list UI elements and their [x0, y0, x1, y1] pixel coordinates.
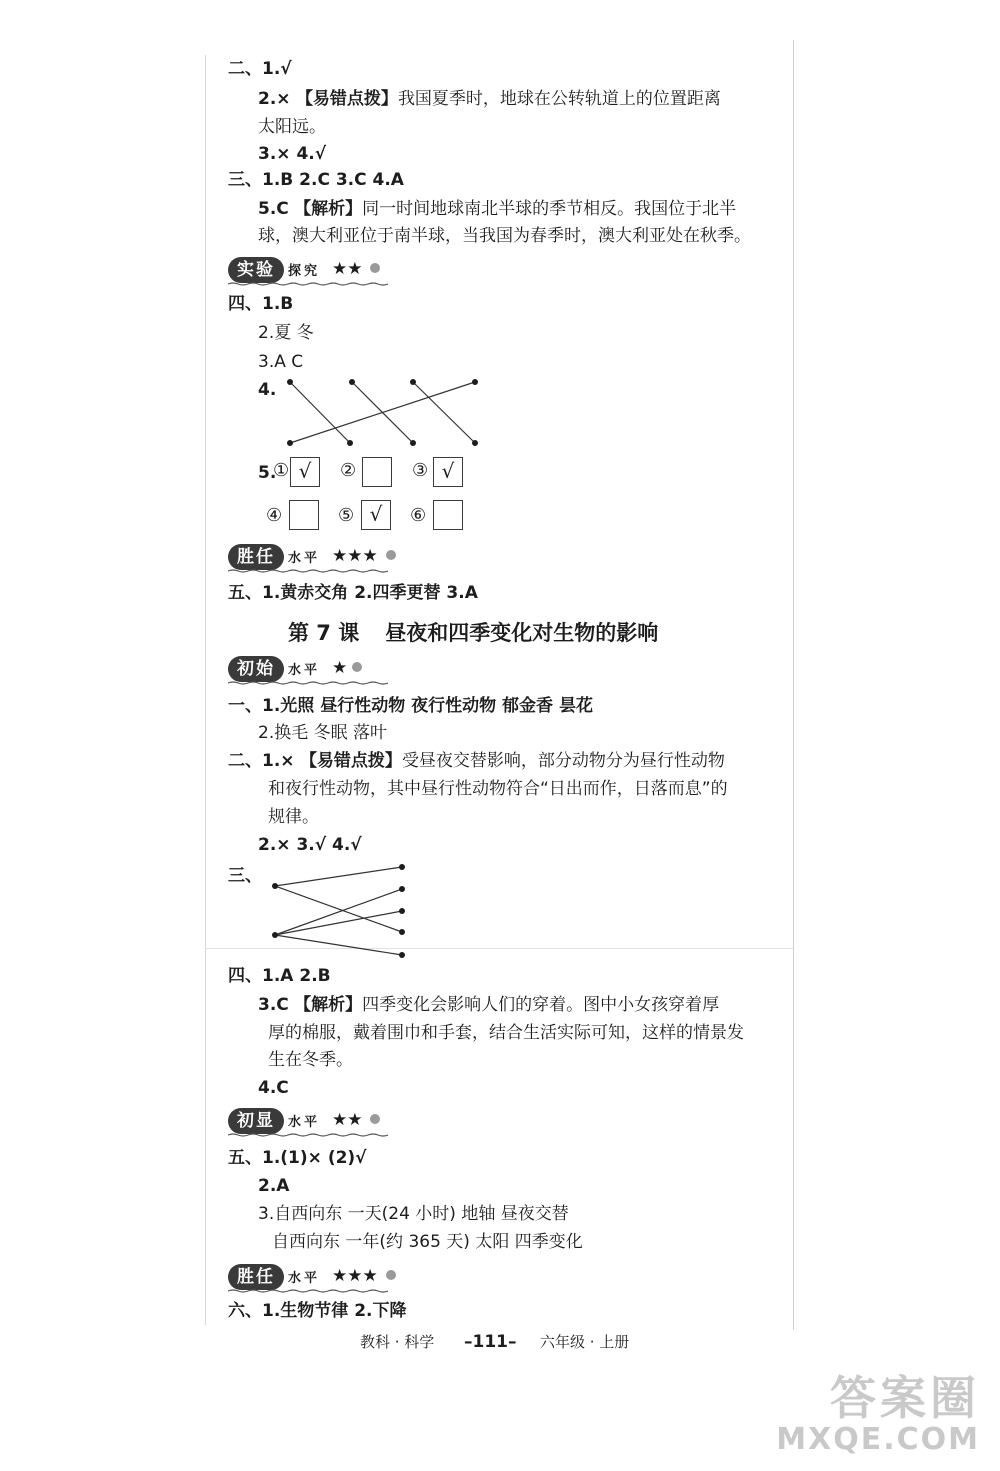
star-rating: ★★★: [332, 546, 378, 566]
badge-subtitle: 水平: [288, 1115, 321, 1130]
analysis-tag: 【解析】: [294, 199, 363, 219]
badge-underline-icon: [228, 1133, 388, 1137]
matching-lines-diagram: [280, 375, 480, 450]
match-point: [472, 440, 478, 446]
match-points: [272, 864, 405, 958]
match-point: [399, 886, 405, 892]
star-rating: ★★: [332, 259, 363, 279]
answer-line: [258, 993, 719, 1017]
answer-line: 五、1.(1)× (2)√: [228, 1148, 367, 1168]
match-line: [275, 889, 402, 935]
check-box: [289, 500, 319, 530]
answer-line: [258, 197, 736, 221]
answer-num: 2.×: [258, 89, 291, 109]
answer-line: 3.A C: [258, 352, 304, 372]
level-badge-emerging: [228, 1108, 398, 1136]
lesson-title: [288, 618, 658, 648]
answer-line: 生在冬季。: [268, 1050, 353, 1070]
badge-subtitle: 水平: [288, 1271, 321, 1286]
match-line: [413, 382, 475, 443]
watermark-url: MXQE.COM: [776, 1422, 980, 1457]
tip-text: 受昼夜交替影响，部分动物分为昼行性动物: [401, 751, 725, 771]
lesson-name: 昼夜和四季变化对生物的影响: [385, 621, 659, 645]
answer-line: 五、1.黄赤交角 2.四季更替 3.A: [228, 583, 478, 603]
answer-num: 3.C: [258, 995, 289, 1015]
match-point: [347, 440, 353, 446]
answer-line: 太阳远。: [258, 117, 326, 137]
match-line: [275, 935, 402, 955]
badge-subtitle: 水平: [288, 551, 321, 566]
check-box: [433, 500, 463, 530]
badge-underline-icon: [228, 1289, 388, 1293]
match-line: [275, 867, 402, 886]
tip-text: 我国夏季时，地球在公转轨道上的位置距离: [397, 89, 721, 109]
answer-line: 3.自西向东 一天(24 小时) 地轴 昼夜交替: [258, 1204, 569, 1224]
left-margin-line: [205, 55, 206, 1325]
circle-number: ⑥: [410, 505, 427, 526]
analysis-text: 同一时间地球南北半球的季节相反。我国位于北半: [362, 199, 737, 219]
answer-line: 自西向东 一年(约 365 天) 太阳 四季变化: [272, 1232, 583, 1252]
answer-line: 2.A: [258, 1176, 290, 1196]
circle-number: ②: [340, 460, 357, 481]
answer-num: 5.C: [258, 199, 289, 219]
analysis-tag: 【解析】: [294, 995, 363, 1015]
answer-line: [228, 749, 725, 773]
lesson-number: 第 7 课: [288, 621, 360, 645]
footer-grade: 六年级 · 上册: [540, 1333, 630, 1351]
circle-number: ①: [273, 460, 290, 481]
badge-title: 胜任: [228, 1264, 284, 1290]
page-number: –111–: [464, 1332, 517, 1352]
answer-line: 和夜行性动物，其中昼行性动物符合“日出而作，日落而息”的: [268, 779, 728, 799]
level-badge-competent: [228, 544, 398, 572]
match-point: [399, 952, 405, 958]
badge-dot-icon: [386, 1270, 396, 1280]
badge-title: 实验: [228, 257, 284, 283]
answer-line: 四、1.A 2.B: [228, 966, 331, 986]
site-watermark: [776, 1372, 980, 1456]
star-rating: ★★: [332, 1110, 363, 1130]
check-box: √: [290, 457, 320, 487]
match-point: [399, 929, 405, 935]
footer-subject: 教科 · 科学: [360, 1333, 435, 1351]
badge-dot-icon: [352, 662, 362, 672]
badge-subtitle: 探究: [288, 264, 321, 279]
answer-line: 厚的棉服，戴着围巾和手套，结合生活实际可知，这样的情景发: [268, 1023, 744, 1043]
answer-line: 球，澳大利亚位于南半球，当我国为春季时，澳大利亚处在秋季。: [258, 226, 751, 246]
level-badge-beginner: [228, 656, 398, 684]
circle-number: ④: [266, 505, 283, 526]
match-line: [275, 886, 402, 932]
badge-title: 胜任: [228, 544, 284, 570]
star-rating: ★: [332, 658, 348, 678]
match-point: [399, 908, 405, 914]
badge-dot-icon: [370, 1114, 380, 1124]
watermark-text: 答案圈: [830, 1371, 980, 1425]
badge-underline-icon: [228, 681, 388, 685]
answer-line: 3.× 4.√: [258, 144, 327, 164]
answer-line: 三、1.B 2.C 3.C 4.A: [228, 170, 404, 190]
badge-dot-icon: [370, 263, 380, 273]
level-badge-experiment: [228, 257, 398, 285]
answer-num: 5.: [258, 463, 277, 483]
star-rating: ★★★: [332, 1266, 378, 1286]
match-point: [287, 379, 293, 385]
match-point: [349, 379, 355, 385]
answer-line: 二、1.√: [228, 59, 292, 79]
tip-tag: 【易错点拨】: [295, 89, 398, 109]
match-line: [290, 382, 350, 443]
answer-line: 规律。: [268, 807, 319, 827]
level-badge-competent: [228, 1264, 398, 1292]
match-point: [287, 440, 293, 446]
badge-title: 初显: [228, 1108, 284, 1134]
answer-line: 六、1.生物节律 2.下降: [228, 1301, 407, 1321]
answer-num: 二、1.×: [228, 751, 295, 771]
match-point: [272, 932, 278, 938]
badge-underline-icon: [228, 282, 388, 286]
circle-number: ③: [412, 460, 429, 481]
tip-tag: 【易错点拨】: [299, 751, 402, 771]
check-box: [362, 457, 392, 487]
match-line: [290, 382, 475, 443]
answer-line: 2.换毛 冬眠 落叶: [258, 723, 388, 743]
match-line: [275, 911, 402, 935]
badge-title: 初始: [228, 656, 284, 682]
answer-line: [258, 87, 721, 111]
analysis-text: 四季变化会影响人们的穿着。图中小女孩穿着厚: [362, 995, 720, 1015]
answer-line: 4.C: [258, 1078, 289, 1098]
right-margin-line: [793, 40, 794, 1330]
answer-line: 四、1.B: [228, 294, 294, 314]
check-box: √: [361, 500, 391, 530]
answer-line: 一、1.光照 昼行性动物 夜行性动物 郁金香 昙花: [228, 696, 593, 716]
answer-line: 2.夏 冬: [258, 323, 314, 343]
badge-dot-icon: [386, 550, 396, 560]
match-point: [410, 379, 416, 385]
match-point: [472, 379, 478, 385]
badge-subtitle: 水平: [288, 663, 321, 678]
answer-line: 三、: [228, 866, 262, 886]
circle-number: ⑤: [338, 505, 355, 526]
match-point: [272, 883, 278, 889]
badge-underline-icon: [228, 569, 388, 573]
matching-lines-diagram: [266, 860, 411, 962]
match-point: [399, 864, 405, 870]
check-box: √: [433, 457, 463, 487]
answer-line: 4.: [258, 380, 277, 400]
match-point: [410, 440, 416, 446]
answer-line: 2.× 3.√ 4.√: [258, 835, 362, 855]
